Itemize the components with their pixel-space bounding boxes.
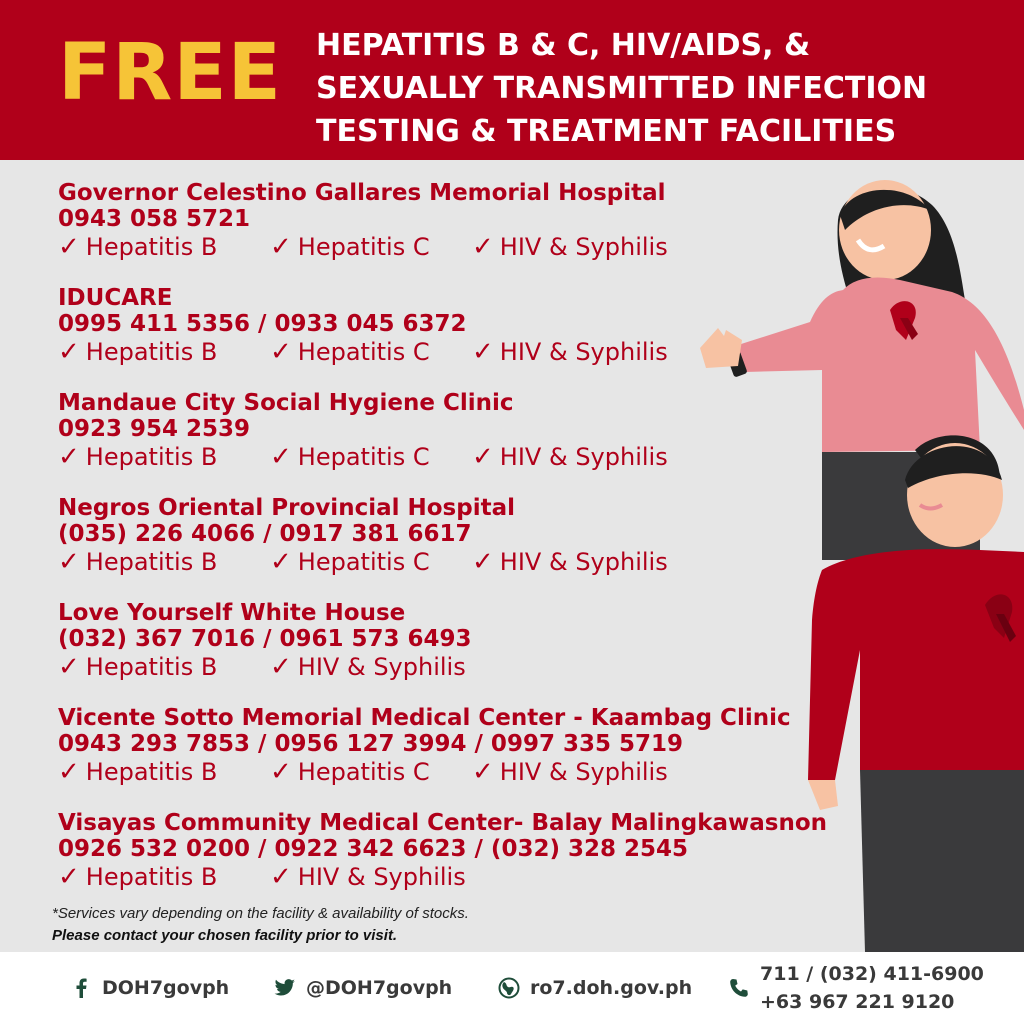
check-icon: ✓ <box>58 547 80 577</box>
service-item <box>472 757 668 787</box>
service-item <box>472 442 668 472</box>
service-label: HIV & Syphilis <box>499 443 668 471</box>
check-icon: ✓ <box>472 442 494 472</box>
service-item <box>270 757 430 787</box>
service-item <box>472 337 668 367</box>
facebook-link[interactable] <box>70 952 229 1024</box>
headline-line-2: SEXUALLY TRANSMITTED INFECTION <box>316 71 928 106</box>
check-icon: ✓ <box>58 652 80 682</box>
footer <box>0 952 1024 1024</box>
service-item <box>270 232 430 262</box>
service-label: Hepatitis B <box>85 548 218 576</box>
facility-name: Governor Celestino Gallares Memorial Hospital <box>58 180 666 206</box>
service-item <box>270 862 466 892</box>
service-label: HIV & Syphilis <box>297 863 466 891</box>
service-label: Hepatitis B <box>85 338 218 366</box>
check-icon: ✓ <box>58 232 80 262</box>
check-icon: ✓ <box>472 337 494 367</box>
facility-phone: 0926 532 0200 / 0922 342 6623 / (032) 328 2545 <box>58 836 689 862</box>
phone-line-2: +63 967 221 9120 <box>760 991 955 1013</box>
check-icon: ✓ <box>472 232 494 262</box>
facebook-icon <box>70 977 92 999</box>
check-icon: ✓ <box>58 442 80 472</box>
disclaimer-note <box>52 903 469 947</box>
check-icon: ✓ <box>58 337 80 367</box>
facility-phone: 0943 058 5721 <box>58 206 251 232</box>
facility-phone: (032) 367 7016 / 0961 573 6493 <box>58 626 472 652</box>
service-item <box>58 652 217 682</box>
service-label: Hepatitis B <box>85 653 218 681</box>
service-item <box>270 337 430 367</box>
free-label: FREE <box>58 28 282 118</box>
check-icon: ✓ <box>270 337 292 367</box>
facebook-handle: DOH7govph <box>102 977 230 999</box>
facility-phone: 0943 293 7853 / 0956 127 3994 / 0997 335 5719 <box>58 731 683 757</box>
phone-numbers <box>760 960 984 1016</box>
service-label: Hepatitis C <box>297 548 430 576</box>
service-label: HIV & Syphilis <box>499 338 668 366</box>
service-item <box>58 442 217 472</box>
service-item <box>58 547 217 577</box>
service-label: Hepatitis B <box>85 758 218 786</box>
website-url: ro7.doh.gov.ph <box>530 977 693 999</box>
check-icon: ✓ <box>58 862 80 892</box>
check-icon: ✓ <box>472 757 494 787</box>
check-icon: ✓ <box>270 547 292 577</box>
service-label: Hepatitis B <box>85 863 218 891</box>
facility-name: IDUCARE <box>58 285 173 311</box>
check-icon: ✓ <box>270 442 292 472</box>
twitter-handle: @DOH7govph <box>306 977 453 999</box>
check-icon: ✓ <box>270 757 292 787</box>
header-banner <box>0 0 1024 160</box>
check-icon: ✓ <box>270 232 292 262</box>
facility-name: Vicente Sotto Memorial Medical Center - Kaambag Clinic <box>58 705 791 731</box>
note-line-1: *Services vary depending on the facility & availability of stocks. <box>52 905 469 922</box>
facility-name: Love Yourself White House <box>58 600 406 626</box>
twitter-link[interactable] <box>274 952 452 1024</box>
facility-name: Negros Oriental Provincial Hospital <box>58 495 515 521</box>
facility-phone: (035) 226 4066 / 0917 381 6617 <box>58 521 472 547</box>
headline-line-3: TESTING & TREATMENT FACILITIES <box>316 114 897 149</box>
service-label: HIV & Syphilis <box>499 548 668 576</box>
service-label: Hepatitis B <box>85 443 218 471</box>
check-icon: ✓ <box>270 652 292 682</box>
service-item <box>472 547 668 577</box>
phone-icon <box>728 977 750 999</box>
service-label: HIV & Syphilis <box>297 653 466 681</box>
service-label: HIV & Syphilis <box>499 758 668 786</box>
service-label: HIV & Syphilis <box>499 233 668 261</box>
service-item <box>58 232 217 262</box>
service-label: Hepatitis C <box>297 443 430 471</box>
service-item <box>270 442 430 472</box>
phone-contact[interactable] <box>728 952 984 1024</box>
service-item <box>472 232 668 262</box>
headline <box>316 24 1006 153</box>
facility-name: Mandaue City Social Hygiene Clinic <box>58 390 514 416</box>
website-link[interactable] <box>498 952 692 1024</box>
note-line-2: Please contact your chosen facility prior to visit. <box>52 927 398 944</box>
phone-line-1: 711 / (032) 411-6900 <box>760 963 984 985</box>
service-item <box>58 337 217 367</box>
people-illustration <box>690 160 1024 952</box>
check-icon: ✓ <box>58 757 80 787</box>
facility-name: Visayas Community Medical Center- Balay Malingkawasnon <box>58 810 828 836</box>
service-item <box>58 862 217 892</box>
globe-icon <box>498 977 520 999</box>
service-label: Hepatitis C <box>297 338 430 366</box>
service-label: Hepatitis C <box>297 758 430 786</box>
service-item <box>270 547 430 577</box>
headline-line-1: HEPATITIS B & C, HIV/AIDS, & <box>316 28 811 63</box>
facility-phone: 0923 954 2539 <box>58 416 251 442</box>
service-item <box>270 652 466 682</box>
service-label: Hepatitis C <box>297 233 430 261</box>
service-label: Hepatitis B <box>85 233 218 261</box>
facility-phone: 0995 411 5356 / 0933 045 6372 <box>58 311 467 337</box>
twitter-icon <box>274 977 296 999</box>
check-icon: ✓ <box>270 862 292 892</box>
check-icon: ✓ <box>472 547 494 577</box>
service-item <box>58 757 217 787</box>
